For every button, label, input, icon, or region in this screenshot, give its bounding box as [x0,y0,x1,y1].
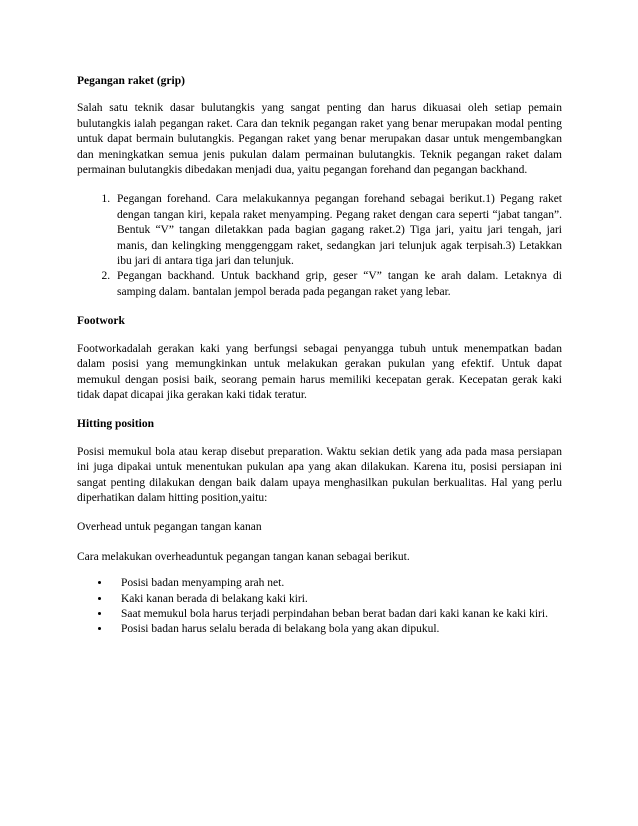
paragraph-footwork: Footworkadalah gerakan kaki yang berfungsi sebagai penyangga tubuh untuk menempatkan badan dalam posisi yang memungkinkan untuk melakukan gerakan pukulan yang efektif. Untuk dapat memukul dengan posisi baik, seorang pemain harus memiliki kecepatan gerak. Kecepatan gerak kaki tidak dapat dicapai jika gerakan kaki tidak teratur. [77,342,562,401]
list-item: • Posisi badan menyamping arah net. [111,576,562,591]
overhead-heading: Overhead untuk pegangan tangan kanan [77,521,262,534]
list-item: • Posisi badan harus selalu berada di belakang bola yang akan dipukul. [111,622,562,637]
list-item: • Saat memukul bola harus terjadi perpindahan beban berat badan dari kaki kanan ke kaki kiri. [111,607,562,622]
list-item: 2. Pegangan backhand. Untuk backhand grip, geser “V” tangan ke arah dalam. Letaknya di samping dalam. bantalan jempol berada pada pegangan raket yang lebar. [113,269,562,300]
paragraph-grip: Salah satu teknik dasar bulutangkis yang sangat penting dan harus dikuasai oleh setiap pemain bulutangkis ialah pegangan raket. Cara dan teknik pegangan raket yang benar merupakan modal penting untuk dapat bermain bulutangkis. Pegangan raket yang benar merupakan dasar untuk mengembangkan dan meningkatkan semua jenis pukulan dalam permainan bulutangkis. Teknik pegangan raket dalam permainan bulutangkis dibedakan menjadi dua, yaitu pegangan forehand dan pegangan backhand. [77,102,562,177]
overhead-intro: Cara melakukan overheaduntuk pegangan tangan kanan sebagai berikut. [77,550,410,563]
section-title-footwork: Footwork [77,315,125,328]
list-item: 1. Pegangan forehand. Cara melakukannya pegangan forehand sebagai berikut.1) Pegang raket dengan tangan kiri, kepala raket menyamping. Pegang raket dengan cara seperti “jabat tangan”. Bentuk “V” tangan diletakkan pada bagian gagang raket.2) Tiga jari, yaitu jari tengah, jari manis, dan kelingking menggenggam raket, sedangkan jari telunjuk agak terpisah.3) Letakkan ibu jari di antara tiga jari dan telunjuk. [113,192,562,269]
overhead-bullet-list [77,576,562,638]
grip-list [77,192,562,300]
list-item: • Kaki kanan berada di belakang kaki kiri. [111,592,562,607]
section-title-grip: Pegangan raket (grip) [77,75,185,87]
paragraph-hitting-position: Posisi memukul bola atau kerap disebut preparation. Waktu sekian detik yang ada pada masa persiapan ini juga dipakai untuk menentukan pukulan apa yang akan dilakukan. Karena itu, posisi persiapan ini sangat penting dilakukan dengan baik dalam upaya menghasilkan pukulan berkualitas. Hal yang perlu diperhatikan dalam hitting position,yaitu: [77,445,562,504]
section-title-hitting-position: Hitting position [77,418,155,431]
